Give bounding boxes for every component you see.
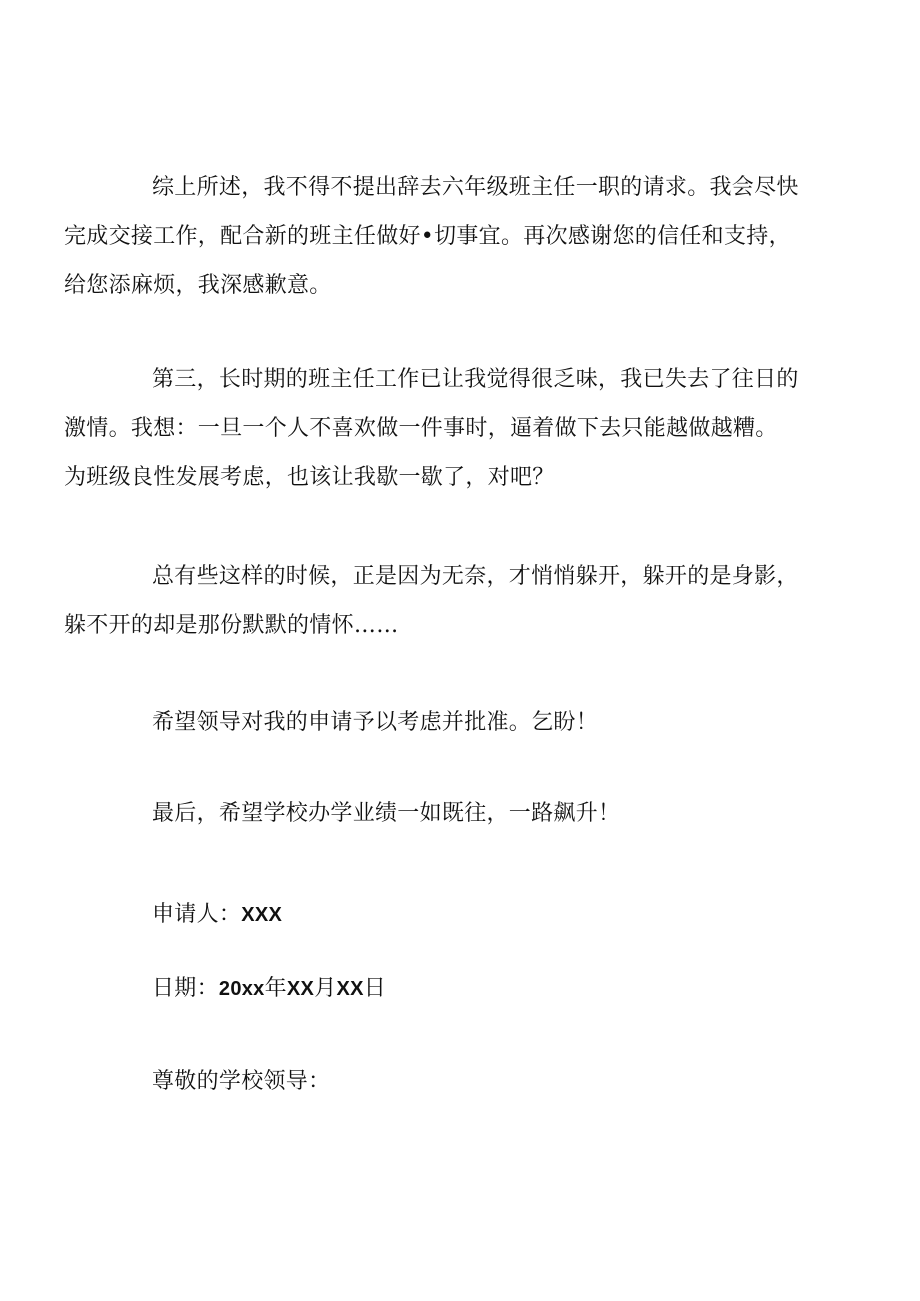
- paragraph-line: 最后，希望学校办学业绩一如既往，一路飙升！: [152, 801, 621, 826]
- date-month-unit: 月: [314, 976, 337, 1001]
- date-line: [108, 964, 828, 1014]
- paragraph-line: 躲不开的却是那份默默的情怀……: [64, 613, 399, 638]
- applicant-row: [108, 890, 828, 940]
- paragraph-reflection: [64, 552, 828, 650]
- applicant-name: XXX: [241, 904, 283, 926]
- paragraph-line: 激情。我想：一旦一个人不喜欢做一件事时，逼着做下去只能越做越糟。: [64, 416, 778, 441]
- salutation: 尊敬的学校领导：: [152, 1069, 331, 1094]
- paragraph-line: 给您添麻烦，我深感歉意。: [64, 273, 332, 298]
- date-day-unit: 日: [363, 976, 387, 1001]
- date-year: 20xx: [218, 978, 265, 1000]
- date-row: [108, 964, 828, 1014]
- paragraph-third-reason: [64, 355, 828, 502]
- paragraph-line: 为班级良性发展考虑，也该让我歇一歇了，对吧？: [64, 465, 555, 490]
- paragraph-summary: [64, 163, 828, 310]
- date-year-unit: 年: [264, 976, 287, 1001]
- paragraph-line: 总有些这样的时候，正是因为无奈，才悄悄躲开，躲开的是身影，: [152, 564, 799, 589]
- paragraph-line: 完成交接工作，配合新的班主任做好•切事宜。再次感谢您的信任和支持，: [64, 224, 791, 249]
- applicant-line: [108, 890, 828, 940]
- salutation-line: [108, 1057, 828, 1106]
- date-month: XX: [286, 978, 315, 1000]
- paragraph-line: 希望领导对我的申请予以考虑并批准。乞盼！: [152, 710, 599, 735]
- paragraph-closing-wish: [108, 789, 828, 838]
- date-label: 日期：: [152, 976, 219, 1001]
- paragraph-request: [108, 698, 828, 747]
- applicant-label: 申请人：: [152, 902, 242, 927]
- paragraph-line: 综上所述，我不得不提出辞去六年级班主任一职的请求。我会尽快: [152, 175, 799, 200]
- paragraph-line: 第三，长时期的班主任工作已让我觉得很乏味，我已失去了往日的: [152, 367, 799, 392]
- date-day: XX: [336, 978, 364, 1000]
